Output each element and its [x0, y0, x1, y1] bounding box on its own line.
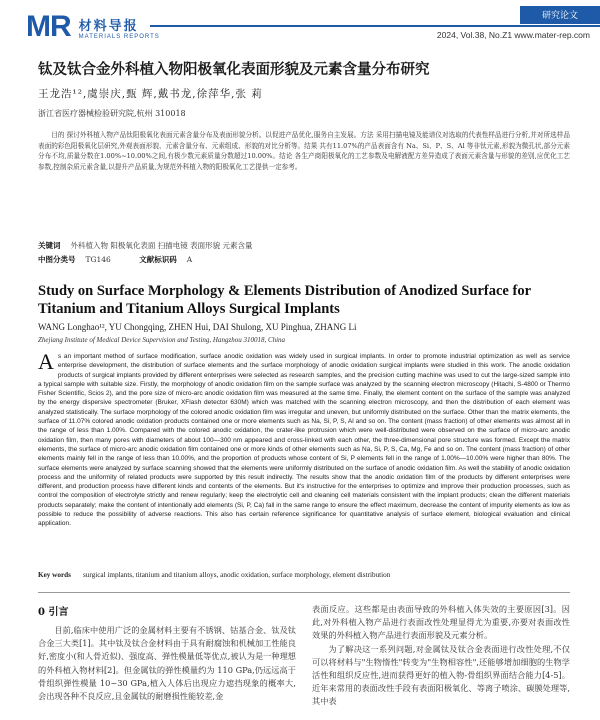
journal-logo: [26, 4, 160, 44]
logo-mark: MR: [26, 10, 71, 43]
cn-class-label: 中图分类号: [38, 255, 76, 264]
journal-header: [0, 0, 600, 46]
cn-class-line: [38, 254, 192, 265]
en-keywords-line: [38, 571, 390, 579]
cn-title: 钛及钛合金外科植入物阳极氧化表面形貌及元素含量分布研究: [38, 61, 430, 78]
en-authors: WANG Longhao¹², YU Chongqing, ZHEN Hui, DAI Shulong, XU Pinghua, ZHANG Li: [38, 322, 357, 332]
en-title: Study on Surface Morphology & Elements Distribution of Anodized Surface for Titanium and Titanium Alloys Surgical Implants: [38, 283, 531, 317]
body-column-left: [38, 603, 296, 703]
cn-abstract: 目的 探讨外科植入物产品钛阳极氧化表面元素含量分布及表面形貌分析。以促进产品优化,服务自主发展。方法 采用扫描电镜及能谱仪对选取的代表性样品进行分析,并对所选样品表面的彩色阳极氧化层研究,外观表面形貌、元素含量分布、元素组成、形貌的对比分析等。结果 共有11.07%的产品表面含有 Na、Si、P、S、Al 等非钛元素,形貌为微孔状,部分元素分布不均,质量分数在1.00%~10.00%之间,有极少数元素质量分数超过10.00%。结论 各生产商阳极氧化的工艺参数及电解液配方差异造成了表面元素含量与形貌的差别,应优化工艺参数,控制杂质元素含量,以提升产品质量,为规范外科植入物的阳极氧化工艺提供一定参考。: [38, 131, 570, 171]
body-paragraph-continued: 表面反应。这些都是由表面导致的外科植入体失效的主要原因[3]。因此,对外科植入物产品进行表面改性处理显得尤为重要,亦要对表面改性效果的外科植入物产品进行表面形貌及元素分析。: [312, 604, 570, 641]
body-paragraph: 目前,临床中使用广泛的金属材料主要有不锈钢、钴基合金、钛及钛合金三大类[1]。其中钛及钛合金材料由于具有耐腐蚀和机械加工性能良好,密度小(和人骨近似)、强度高、弹性模量低等优点,被认为是一种理想的外科植入物材料[2]。但金属钛的弹性模量约为 110 GPa,仍远远高于骨组织弹性模量 10~30 GPa,植入人体后出现应力遮挡现象的概率大,会出现各种不良反应,且金属钛的耐磨损性能较差,金: [38, 625, 296, 702]
section-heading: 0 引言: [38, 607, 69, 618]
logo-cn-name: 材料导报: [78, 19, 139, 34]
cn-doc-value: A: [186, 255, 193, 264]
issue-line: 2024, Vol.38, No.Z1 www.mater-rep.com: [436, 30, 590, 40]
cn-doc-label: 文献标识码: [139, 255, 177, 264]
en-abstract-text: s an important method of surface modification, surface anodic oxidation was widely used in surgical implants. In order to promote industrial optimization as well as service enterprise development, the distribution of surface elements and the surface morphology of anodic oxidation surgical implants were studied in this work. The anodic oxidation products of surgical implants provided by different enterprises were selected as research samples, and the precision cutting machine was used to cut the large-sized sample into a typical sample with suitable size. Firstly, the morphology of anodic oxidation film on the sample surface was analyzed by the scanning electron microscopy (Hitachi, S-4800 or Thermo Fisher Scientific, Scios 2), and the pore size of micro-arc anodic oxidation film was measured at the same time. Finally, the element content on the surface of the sample was analyzed by the energy dispersive spectrometer (Bruker, XFlash detector 630M) which was matched with the scanning electron microscopy, and then the distribution of each element was analyzed statistically. The surface morphology of the colored anodic oxidation film was irregular and uneven, but uniformly distributed on the surface. Other than the matrix elements, the surface of 11.07% colored anodic oxidation products contained one or more elements such as Na, Si, P, S, Al and so on. The content (mass fraction) of other elements was almost all in the range of less than 1.00%. Compared with the colored anodic oxidation, the crater-like protrusion which were well-distributed were observed on the surface of micro-arc anodic oxidation film, then many pores with diameters of about 100—300 nm appeared and cross-linked with each other, the three-dimensional pore structure was formed. Except the matrix elements, the surface of micro-arc anodic oxidation film contained one or more kinds of other elements such as Na, Si, P, S, Ca, Mg, Fe and so on. The content (mass fraction) of other elements mainly fell in the range of less than 10.00%, and the proportion of products whose content of Si, P elements fell in the range of 1.00%—10.00% were higher than 80%. The surface elements were analyzed by surface scanning showed that the elements were uniformly distributed on the surface of anodic oxidation film. As well the stability of anodic oxidation process and the uniformity of related products were supported by this result indirectly. The results show that the anodic oxidation film of the products by different enterprises were different, and production process have different kinds and contents of the elements. But it's instructive for the enterprises to optimize and improve their production processes, such as control the composition of electrolyte strictly and renew regularly; keep the electrolytic cell and cleaning cell materials consistent with the implant products; clean the different materials products separately; make the content of intentionally add elements (Si, P, Ca) fall in the same range to ensure the effect maximum, decrease the content of impurity elements as low as possible to reduce the possibility of adverse reactions. This also has certain reference significance for quantitative analysis of surface element, biological evaluation and clinical application.: [38, 353, 570, 528]
dropcap: A: [38, 352, 54, 374]
section-divider: [38, 592, 570, 593]
body-column-right: [312, 603, 570, 709]
cn-keywords-label: 关键词: [38, 241, 61, 250]
en-abstract: [38, 352, 570, 529]
cn-keywords: 外科植入物 阳极氧化表面 扫描电镜 表面形貌 元素含量: [70, 241, 253, 250]
body-paragraph: 为了解决这一系列问题,对金属钛及钛合金表面进行改性处理,不仅可以将材料与"生物惰性"转变为"生物相容性",还能够增加细胞的生物学活性和组织反应性,进而获得更好的植入物-骨组织界面结合能力[4-5]。近年来常用的表面改性手段有表面阳极氧化、等离子喷涂、碳膜处理等,其中表: [312, 643, 570, 707]
logo-en-name: MATERIALS REPORTS: [78, 34, 160, 40]
cn-authors: 王龙浩¹²,虞崇庆,甄 辉,戴书龙,徐萍华,张 莉: [38, 88, 263, 100]
cn-keywords-line: [38, 240, 253, 251]
en-keywords-label: Key words: [38, 571, 71, 579]
en-keywords: surgical implants, titanium and titanium alloys, anodic oxidation, surface morphology, element distribution: [82, 571, 391, 579]
cn-class-value: TG146: [85, 255, 111, 264]
header-rule: [150, 25, 600, 27]
en-affiliation: Zhejiang Institute of Medical Device Supervision and Testing, Hangzhou 310018, China: [38, 336, 286, 344]
section-tag: 研究论文: [520, 6, 600, 24]
cn-affiliation: 浙江省医疗器械检验研究院,杭州 310018: [38, 109, 186, 118]
